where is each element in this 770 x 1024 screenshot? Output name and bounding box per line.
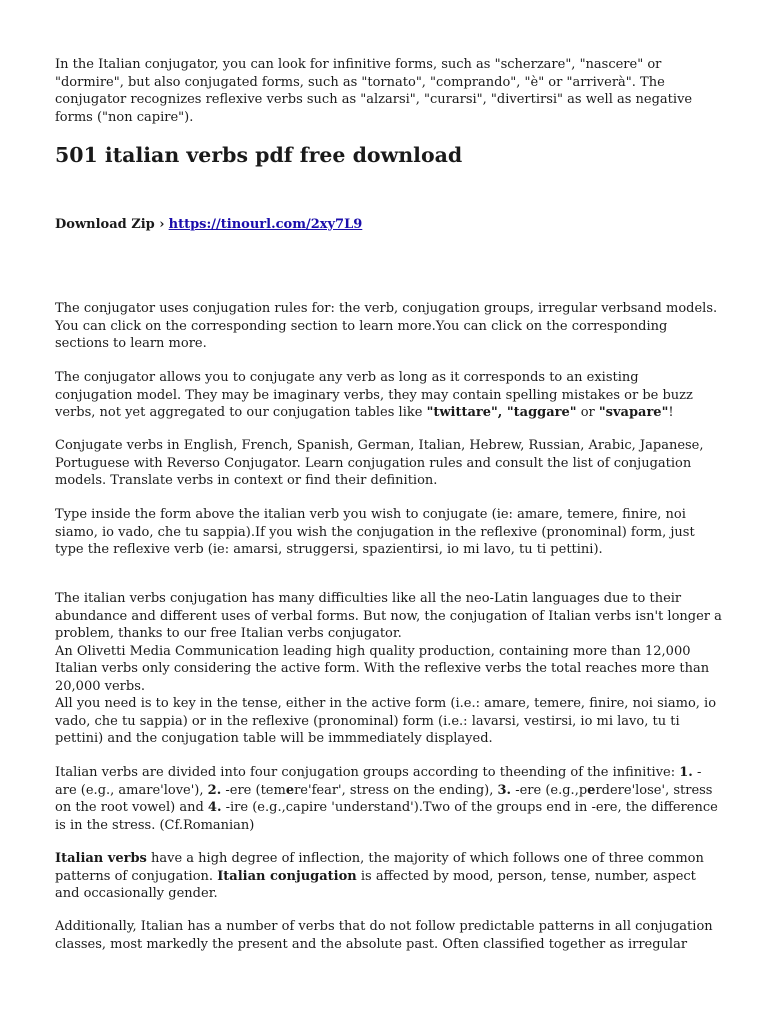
example-verbs-bold: "twittare", "taggare" [426, 405, 577, 420]
paragraph-difficulties: The italian verbs conjugation has many difficulties like all the neo-Latin languages due to their abundance and different uses of verbal forms. But now, the conjugation of Italian verbs isn't longer a problem, thanks to our free Italian verbs conjugator. [55, 591, 722, 641]
paragraph-any-verb-mid: or [576, 405, 599, 420]
paragraph-any-verb-end: ! [668, 405, 674, 420]
download-link[interactable]: https://tinourl.com/2xy7L9 [168, 217, 363, 232]
italian-conjugation-bold: Italian conjugation [217, 868, 357, 884]
italian-verbs-bold: Italian verbs [55, 851, 147, 866]
groups-text-a: Italian verbs are divided into four conjugation groups according to theending of the infinitive: [55, 765, 680, 780]
paragraph-conjugation-groups [55, 764, 720, 834]
groups-text-b: -are (e.g., amare'love'), [55, 765, 702, 798]
group-number-3: 3. [497, 782, 512, 798]
stress-letter: e [285, 782, 295, 798]
group-number-1: 1. [679, 765, 693, 780]
paragraph-key-in: All you need is to key in the tense, either in the active form (i.e.: amare, temere, finire, noi siamo, io vado, che tu sappia) or in the reflexive (pronominal) form (i.e.: lavarsi, vestirsi, io mi lavo, tu ti pettini) and the conjugation table will be immmediately displayed. [55, 696, 717, 746]
groups-text-c: -ere (tem [221, 782, 286, 798]
paragraph-any-verb [55, 369, 720, 422]
paragraph-any-verb-text: The conjugator allows you to conjugate any verb as long as it corresponds to an existing conjugation model. They may be imaginary verbs, they may contain spelling mistakes or be buzz verbs, not yet aggregated to our conjugation tables like [55, 370, 693, 420]
groups-text-d: re'fear', stress on the ending), [294, 782, 498, 798]
paragraph-inflection [55, 850, 720, 903]
groups-text-f: rdere'lose', stress on the root vowel) and [55, 782, 713, 815]
paragraph-irregular: Additionally, Italian has a number of verbs that do not follow predictable patterns in all conjugation classes, most markedly the present and the absolute past. Often classified together as irregular [55, 919, 713, 952]
intro-paragraph: In the Italian conjugator, you can look for infinitive forms, such as "scherzare", "nascere" or "dormire", but also conjugated forms, such as "tornato", "comprando", "è" or "arriverà". The conjugator recognizes reflexive verbs such as "alzarsi", "curarsi", "divertirsi" as well as negative forms ("non capire"). [55, 57, 693, 125]
group-number-4: 4. [207, 800, 222, 815]
inflection-text-a: have a high degree of inflection, the majority of which follows one of three common patterns of conjugation. [55, 851, 704, 884]
paragraph-italian-conjugation [55, 590, 723, 748]
inflection-text-b: is affected by mood, person, tense, number, aspect and occasionally gender. [55, 868, 696, 901]
example-verb-svapare: "svapare" [598, 405, 669, 420]
paragraph-conjugation-rules: The conjugator uses conjugation rules for: the verb, conjugation groups, irregular verbsand models. You can click on the corresponding section to learn more.You can click on the corresponding sections to learn more. [55, 301, 718, 351]
download-label: Download Zip › [55, 217, 165, 232]
paragraph-type-form: Type inside the form above the italian verb you wish to conjugate (ie: amare, temere, finire, noi siamo, io vado, che tu sappia).If you wish the conjugation in the reflexive (pronominal) form, just type the reflexive verb (ie: amarsi, struggersi, spazientirsi, io mi lavo, tu ti pettini). [55, 507, 695, 557]
group-number-2: 2. [207, 782, 222, 798]
download-line [55, 216, 720, 234]
page-title: 501 italian verbs pdf free download [55, 143, 463, 167]
paragraph-olivetti: An Olivetti Media Communication leading high quality production, containing more than 12,000 Italian verbs only considering the active form. With the reflexive verbs the total reaches more than 20,000 verbs. [55, 643, 710, 694]
paragraph-reverso: Conjugate verbs in English, French, Spanish, German, Italian, Hebrew, Russian, Arabic, Japanese, Portuguese with Reverso Conjugator. Learn conjugation rules and consult the list of conjugation models. Translate verbs in context or find their definition. [55, 438, 704, 488]
stress-letter-2: e [587, 782, 596, 798]
groups-text-e: -ere (e.g.,p [511, 782, 588, 798]
groups-text-g: -ire (e.g.,capire 'understand').Two of the groups end in -ere, the difference is in the stress. (Cf.Romanian) [55, 800, 718, 833]
